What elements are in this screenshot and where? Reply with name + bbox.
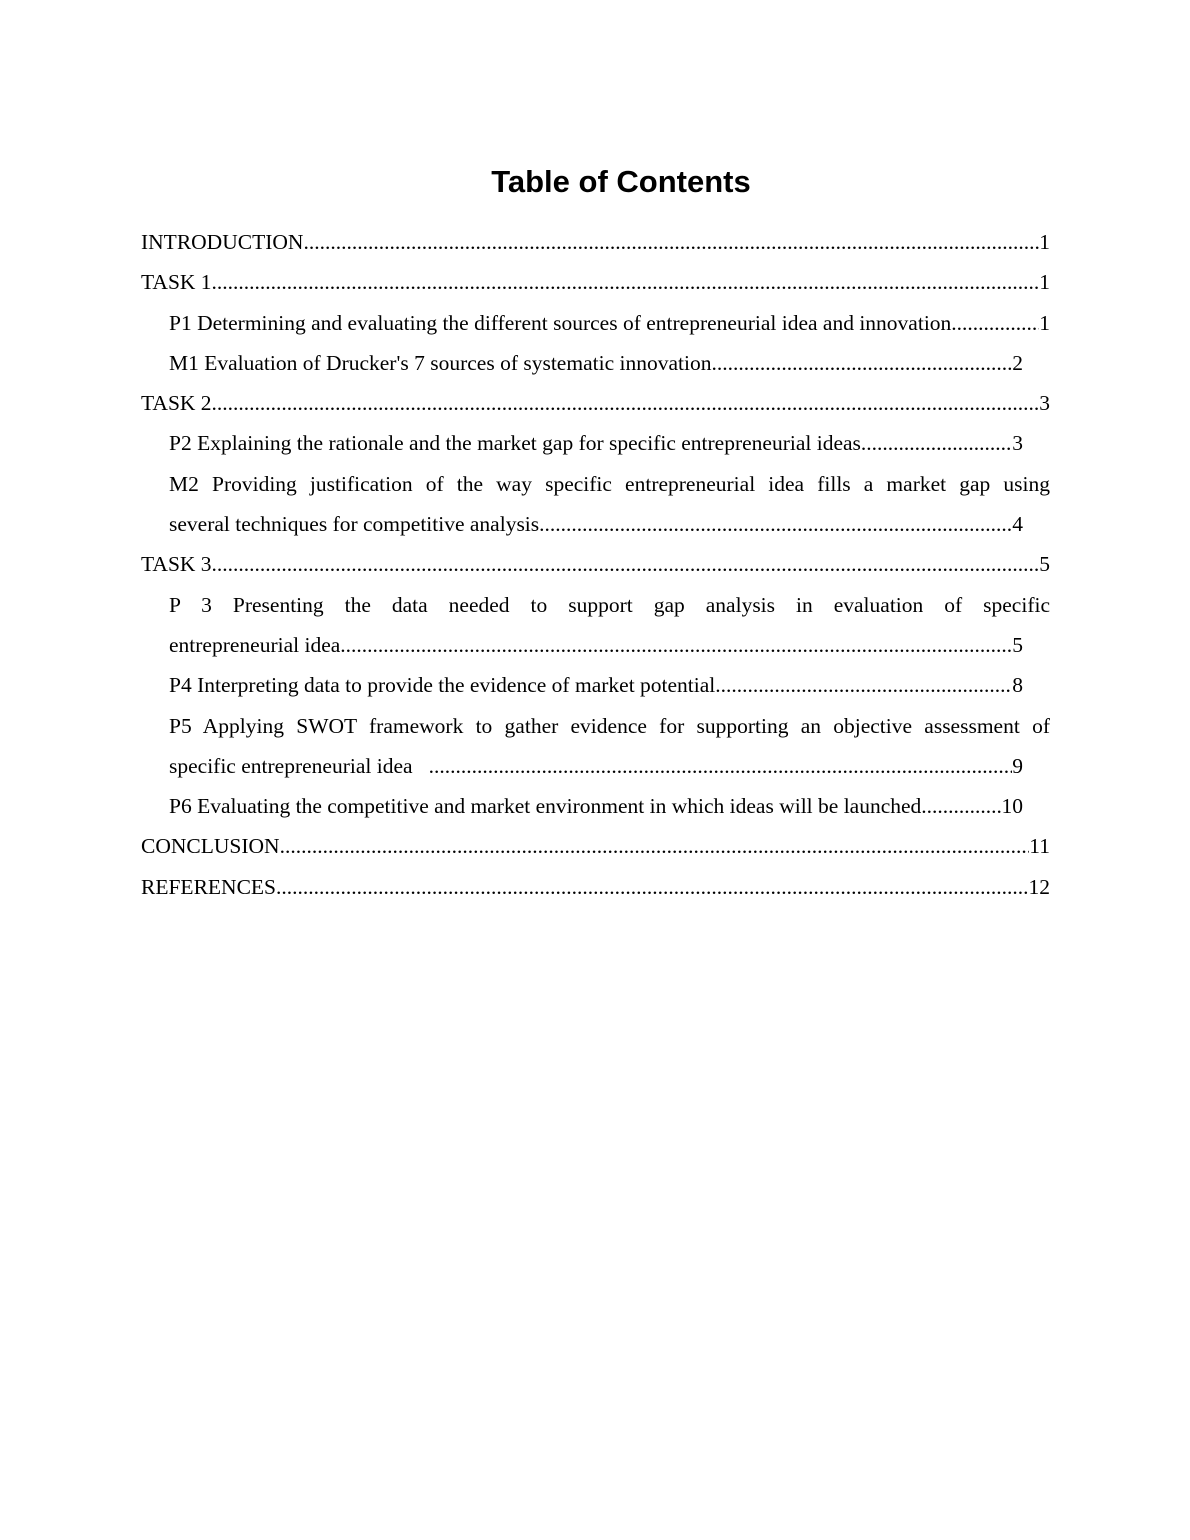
toc-entry-text: INTRODUCTION [141,230,304,254]
toc-entry-text: several techniques for competitive analysis [169,512,540,537]
toc-leader-dots [957,303,1040,343]
page-title: Table of Contents [491,164,751,199]
toc-page-number: 8 [1012,673,1023,698]
toc-entry-references[interactable] [141,867,1050,907]
toc-entry-text: P4 Interpreting data to provide the evidence of market potential [169,673,716,698]
toc-page-number: 5 [1039,552,1050,577]
toc-entry-m1[interactable] [169,343,1023,383]
toc-page-number: 5 [1012,632,1023,657]
toc-entry-m2[interactable] [169,464,1050,545]
toc-leader-dots [303,222,1039,262]
toc-leader-dots [276,867,1029,907]
toc-leader-dots [921,786,1001,826]
toc-entry-text-line-1: P5 Applying SWOT framework to gather evidence for supporting an objective assessment of [169,713,1050,738]
toc-entry-text-line-1: P 3 Presenting the data needed to support gap analysis in evaluation of specific [169,592,1050,617]
toc-entry-text: TASK 3 [141,552,212,577]
table-of-contents [141,222,1050,907]
toc-leader-dots [711,343,1012,383]
toc-entry-p3[interactable] [169,585,1050,666]
toc-entry-p4[interactable] [169,665,1023,705]
toc-page-number: 11 [1029,834,1050,859]
toc-entry-text: M1 Evaluation of Drucker's 7 sources of systematic innovation [169,350,712,375]
toc-entry-p6[interactable] [169,786,1023,826]
toc-leader-dots [429,746,1013,786]
toc-leader-dots [212,262,1040,302]
toc-entry-p2[interactable] [169,423,1023,463]
toc-entry-text-line-1: M2 Providing justification of the way specific entrepreneurial idea fills a market gap using [169,471,1050,496]
toc-leader-dots [212,383,1040,423]
toc-leader-dots [340,625,1012,665]
toc-entry-text: CONCLUSION [141,834,280,859]
toc-page-number: 4 [1012,512,1023,537]
toc-leader-dots [861,423,1012,463]
toc-leader-dots [212,544,1040,584]
toc-entry-p1[interactable] [169,303,1050,343]
toc-entry-task-1[interactable] [141,262,1050,302]
toc-entry-text: specific entrepreneurial idea [169,753,429,778]
toc-entry-text: P1 Determining and evaluating the different sources of entrepreneurial idea and innovation. [169,310,957,335]
toc-page-number: 1 [1039,230,1050,254]
toc-leader-dots [280,826,1030,866]
toc-page-number: 3 [1012,431,1023,456]
toc-page-number: 9 [1012,753,1023,778]
toc-leader-dots [715,665,1012,705]
toc-entry-introduction[interactable] [141,222,1050,262]
toc-entry-text: REFERENCES [141,874,276,899]
toc-entry-text: P6 Evaluating the competitive and market environment in which ideas will be launched [169,794,922,819]
toc-entry-text: entrepreneurial idea [169,632,341,657]
toc-entry-text: TASK 1 [141,270,212,295]
toc-entry-conclusion[interactable] [141,826,1050,866]
toc-entry-task-2[interactable] [141,383,1050,423]
toc-page-number: 12 [1028,874,1050,899]
toc-leader-dots [539,504,1012,544]
toc-page-number: 10 [1001,794,1023,819]
toc-page-number: 1 [1039,310,1050,335]
toc-page-number: 1 [1039,270,1050,295]
toc-entry-p5[interactable] [169,706,1050,787]
toc-page-number: 3 [1039,391,1050,416]
toc-page-number: 2 [1012,350,1023,375]
toc-entry-text: P2 Explaining the rationale and the market gap for specific entrepreneurial ideas [169,431,861,456]
toc-entry-text: TASK 2 [141,391,212,416]
toc-entry-task-3[interactable] [141,544,1050,584]
